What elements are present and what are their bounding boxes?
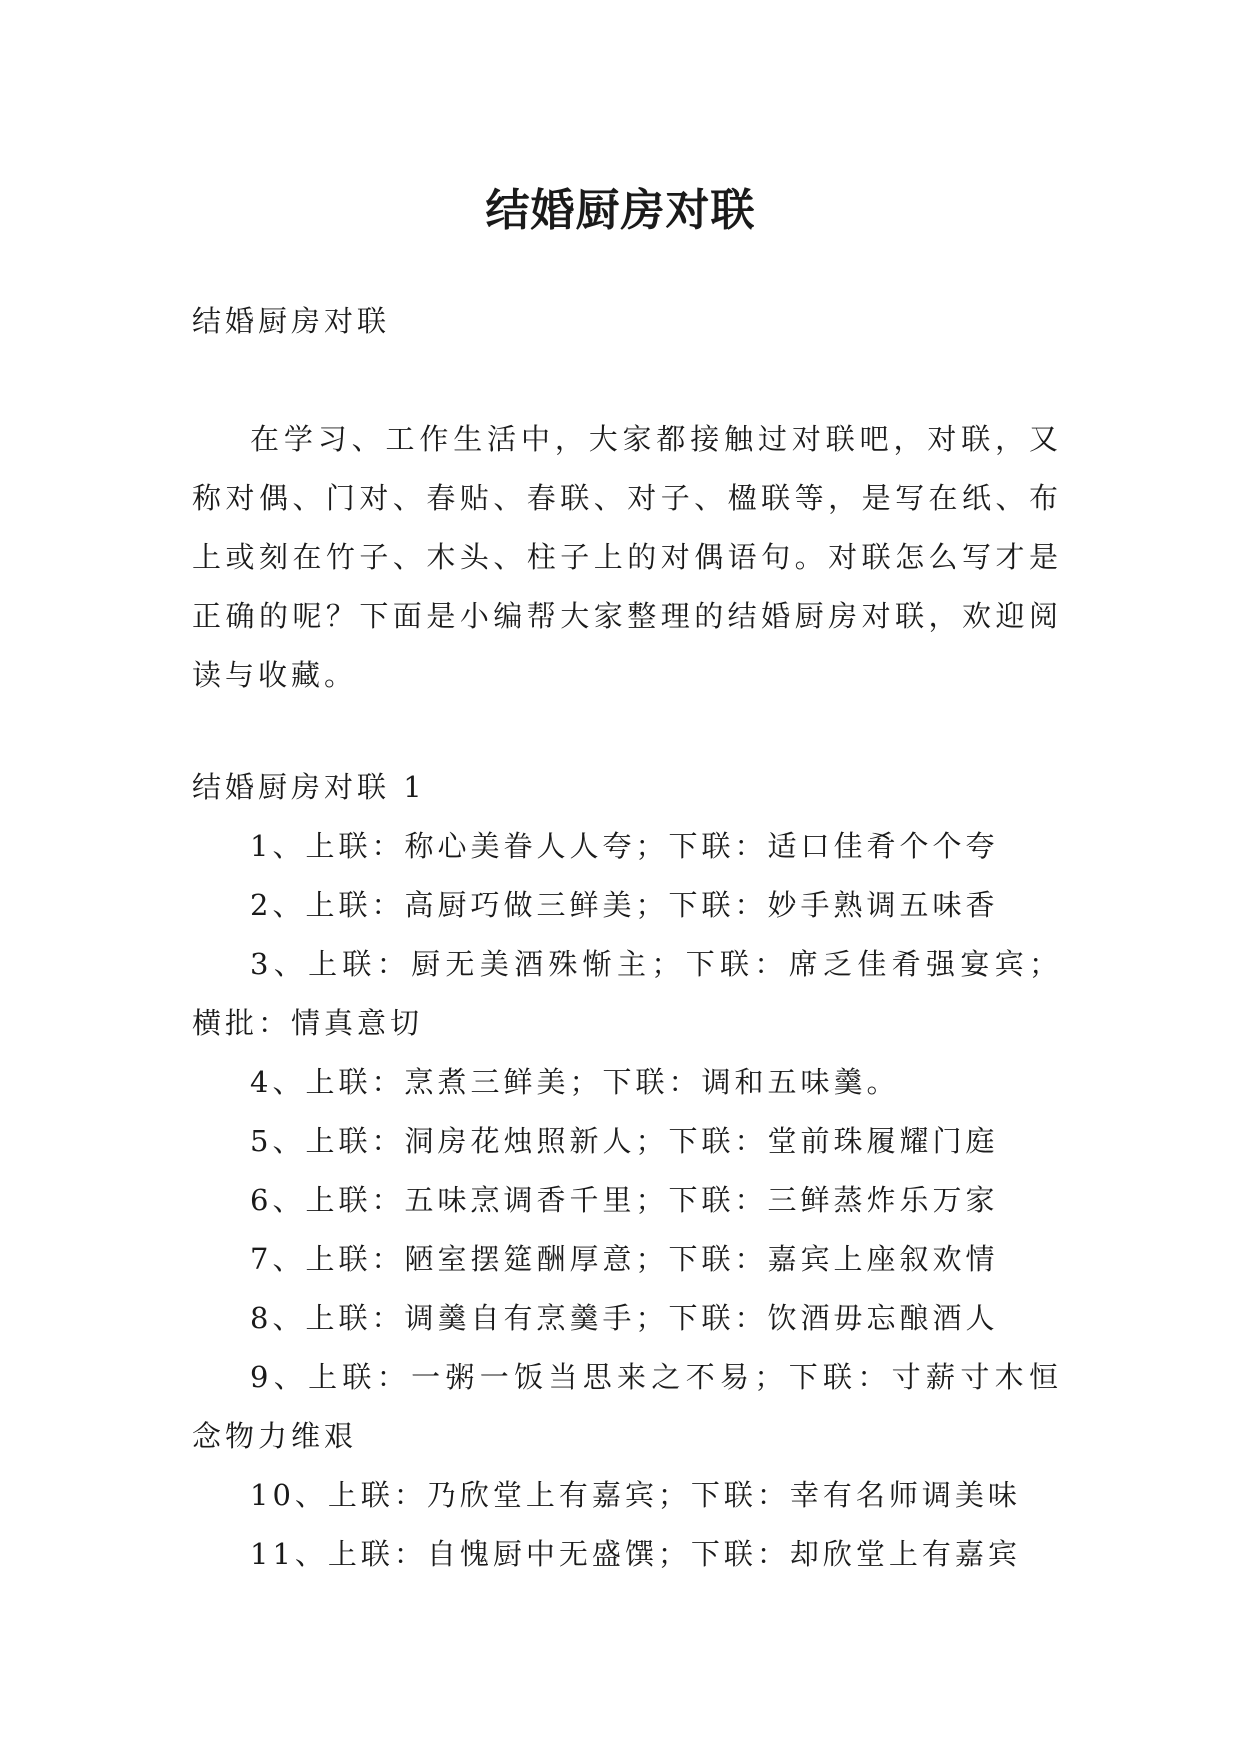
couplet-item: 6、上联：五味烹调香千里；下联：三鲜蒸炸乐万家 bbox=[250, 1183, 999, 1217]
couplet-item: 4、上联：烹煮三鲜美；下联：调和五味羹。 bbox=[250, 1065, 900, 1099]
couplet-item: 9、上联：一粥一饭当思来之不易；下联：寸薪寸木恒念物力维艰 bbox=[192, 1360, 1062, 1453]
document-subtitle: 结婚厨房对联 bbox=[192, 304, 391, 338]
couplet-item: 2、上联：高厨巧做三鲜美；下联：妙手熟调五味香 bbox=[250, 888, 999, 922]
page-title: 结婚厨房对联 bbox=[485, 185, 756, 237]
couplet-item: 5、上联：洞房花烛照新人；下联：堂前珠履耀门庭 bbox=[250, 1124, 999, 1158]
couplet-item: 10、上联：乃欣堂上有嘉宾；下联：幸有名师调美味 bbox=[250, 1478, 1021, 1512]
intro-paragraph: 在学习、工作生活中，大家都接触过对联吧，对联，又称对偶、门对、春贴、春联、对子、楹联等，是写在纸、布上或刻在竹子、木头、柱子上的对偶语句。对联怎么写才是正确的呢？下面是小编帮大家整理的结婚厨房对联，欢迎阅读与收藏。 bbox=[192, 422, 1062, 692]
couplet-item: 7、上联：陋室摆筵酬厚意；下联：嘉宾上座叙欢情 bbox=[250, 1242, 999, 1276]
spacer bbox=[192, 351, 1062, 410]
couplet-item: 8、上联：调羹自有烹羹手；下联：饮酒毋忘酿酒人 bbox=[250, 1301, 999, 1335]
section-heading: 结婚厨房对联 1 bbox=[192, 770, 426, 804]
spacer bbox=[192, 705, 1062, 758]
couplet-item: 3、上联：厨无美酒殊惭主；下联：席乏佳肴强宴宾；横批：情真意切 bbox=[192, 947, 1062, 1040]
couplet-item: 11、上联：自愧厨中无盛馔；下联：却欣堂上有嘉宾 bbox=[250, 1537, 1021, 1571]
couplet-list bbox=[192, 817, 1062, 1584]
couplet-item: 1、上联：称心美眷人人夸；下联：适口佳肴个个夸 bbox=[250, 829, 999, 863]
document-body bbox=[192, 292, 1062, 1584]
